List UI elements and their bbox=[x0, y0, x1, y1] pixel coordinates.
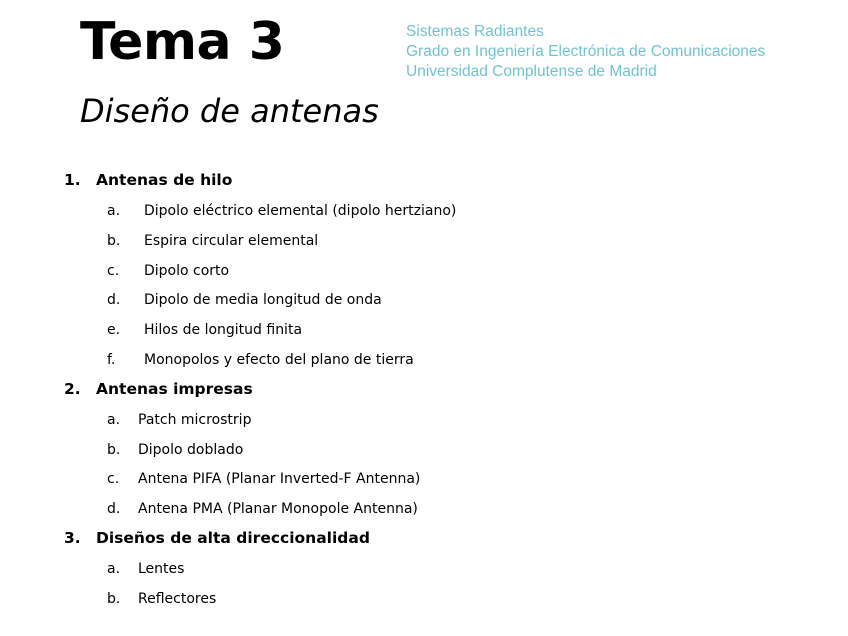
course-university: Universidad Complutense de Madrid bbox=[406, 63, 657, 80]
list-item bbox=[0, 496, 848, 526]
item-letter: d. bbox=[107, 292, 121, 309]
item-text: Reflectores bbox=[138, 590, 217, 607]
item-text: Dipolo corto bbox=[144, 262, 230, 279]
section-title: Antenas de hilo bbox=[96, 171, 233, 189]
list-item bbox=[0, 556, 848, 586]
course-info bbox=[406, 22, 765, 82]
section-number: 1. bbox=[64, 171, 81, 189]
item-letter: a. bbox=[107, 411, 121, 428]
item-letter: f. bbox=[107, 351, 116, 368]
section-title: Diseños de alta direccionalidad bbox=[96, 528, 370, 547]
course-subject: Sistemas Radiantes bbox=[406, 23, 544, 40]
item-letter: d. bbox=[107, 501, 121, 518]
item-letter: b. bbox=[107, 441, 121, 458]
page-title: Tema 3 bbox=[80, 12, 285, 72]
page-subtitle: Diseño de antenas bbox=[80, 92, 379, 130]
list-item bbox=[0, 586, 848, 616]
list-item bbox=[0, 347, 848, 377]
section-heading bbox=[0, 168, 848, 198]
item-letter: b. bbox=[107, 590, 121, 607]
outline bbox=[0, 168, 848, 616]
item-text: Monopolos y efecto del plano de tierra bbox=[144, 351, 414, 368]
item-text: Antena PMA (Planar Monopole Antenna) bbox=[138, 501, 418, 518]
list-item bbox=[0, 228, 848, 258]
item-text: Espira circular elemental bbox=[144, 232, 319, 249]
item-letter: c. bbox=[107, 471, 120, 488]
item-text: Dipolo doblado bbox=[138, 441, 244, 458]
item-letter: a. bbox=[107, 203, 121, 219]
section-heading bbox=[0, 377, 848, 407]
list-item bbox=[0, 466, 848, 496]
list-item bbox=[0, 407, 848, 437]
item-letter: e. bbox=[107, 322, 121, 339]
list-item bbox=[0, 258, 848, 288]
list-item bbox=[0, 317, 848, 347]
item-text: Patch microstrip bbox=[138, 411, 252, 428]
item-letter: a. bbox=[107, 560, 121, 577]
course-degree: Grado en Ingeniería Electrónica de Comunicaciones bbox=[406, 43, 766, 60]
outline-section-1 bbox=[0, 168, 848, 377]
item-text: Antena PIFA (Planar Inverted-F Antenna) bbox=[138, 471, 421, 488]
section-title: Antenas impresas bbox=[96, 379, 253, 398]
list-item bbox=[0, 287, 848, 317]
list-item bbox=[0, 198, 848, 228]
item-letter: c. bbox=[107, 262, 120, 279]
item-letter: b. bbox=[107, 232, 121, 249]
item-text: Lentes bbox=[138, 560, 185, 577]
item-text: Dipolo de media longitud de onda bbox=[144, 292, 382, 309]
section-number: 3. bbox=[64, 528, 81, 547]
list-item bbox=[0, 437, 848, 467]
section-number: 2. bbox=[64, 379, 81, 398]
outline-section-3 bbox=[0, 526, 848, 616]
outline-section-2 bbox=[0, 377, 848, 526]
item-text: Dipolo eléctrico elemental (dipolo hertziano) bbox=[144, 203, 457, 219]
section-heading bbox=[0, 526, 848, 556]
item-text: Hilos de longitud finita bbox=[144, 322, 303, 339]
